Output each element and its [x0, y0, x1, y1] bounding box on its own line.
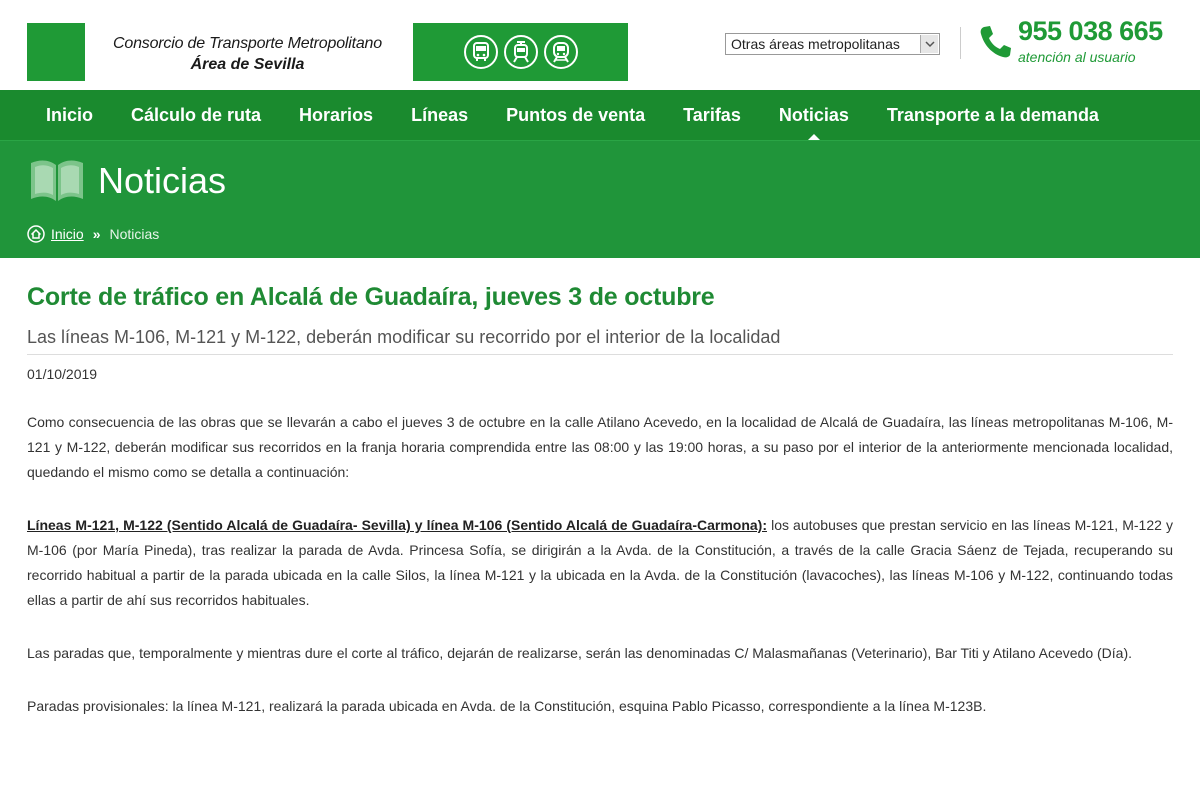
nav-item-transporte-demanda[interactable]: Transporte a la demanda — [886, 104, 1099, 125]
nav-item-calculo-ruta[interactable]: Cálculo de ruta — [131, 104, 262, 125]
bus-icon — [464, 35, 498, 69]
phone-number[interactable]: 955 038 665 — [1018, 16, 1163, 46]
article-title: Corte de tráfico en Alcalá de Guadaíra, jueves 3 de octubre — [27, 283, 715, 311]
org-name-line2: Área de Sevilla — [190, 56, 305, 73]
article-paragraph-2 — [27, 513, 1173, 613]
site-header — [0, 0, 1200, 90]
chevron-down-icon[interactable] — [920, 35, 938, 53]
article-subtitle: Las líneas M-106, M-121 y M-122, deberán modificar su recorrido por el interior de la localidad — [27, 327, 1173, 355]
article-paragraph-2-body: los autobuses que prestan servicio en las líneas M-121, M-122 y M-106 (por María Pineda), tras realizar la parada de Avda. Princesa Sofía, se dirigirán a la Avda. de la Constitución, a través de la calle Gracia Sáenz de Tejada, recuperando su recorrido habitual a partir de la parada ubicada en la calle Silos, la línea M-121 y la ubicada en la Avda. de la Constitución (lavacoches), las líneas M-106 y M-122, continuando todas ellas a partir de ahí sus recorridos habituales. — [27, 517, 1173, 608]
book-icon — [27, 155, 87, 205]
header-divider — [960, 27, 961, 59]
nav-item-lineas[interactable]: Líneas — [411, 104, 469, 125]
news-article — [27, 258, 1173, 719]
nav-item-horarios[interactable]: Horarios — [299, 104, 374, 125]
article-paragraph-1: Como consecuencia de las obras que se llevarán a cabo el jueves 3 de octubre en la calle Atilano Acevedo, en la localidad de Alcalá de Guadaíra, las líneas metropolitanas M-106, M-121 y M-122, deberán modificar sus recorridos en la franja horaria comprendida entre las 08:00 y las 19:00 horas, a su paso por el interior de la anteriormente mencionada localidad, quedando el mismo como se detalla a continuación: — [27, 414, 1173, 480]
nav-item-noticias[interactable]: Noticias — [760, 90, 868, 140]
article-paragraph-4: Paradas provisionales: la línea M-121, realizará la parada ubicada en Avda. de la Constitución, esquina Pablo Picasso, correspondiente a la línea M-123B. — [27, 698, 987, 714]
page-banner — [0, 140, 1200, 258]
transport-modes-banner[interactable] — [413, 23, 628, 81]
page-title: Noticias — [98, 160, 227, 201]
phone-icon — [975, 22, 1015, 62]
org-name-line1: Consorcio de Transporte Metropolitano — [113, 35, 382, 52]
nav-item-inicio[interactable]: Inicio — [46, 104, 94, 125]
logo-mark[interactable] — [27, 23, 85, 81]
breadcrumb — [27, 225, 159, 243]
other-areas-select-value: Otras áreas metropolitanas — [731, 36, 900, 52]
org-name[interactable] — [95, 33, 400, 75]
nav-item-puntos-venta[interactable]: Puntos de venta — [506, 104, 646, 125]
article-paragraph-3: Las paradas que, temporalmente y mientras dure el corte al tráfico, dejarán de realizarse, serán las denominadas C/ Malasmañanas (Veterinario), Bar Titi y Atilano Acevedo (Día). — [27, 645, 1133, 661]
main-nav — [0, 90, 1200, 140]
nav-item-tarifas[interactable]: Tarifas — [683, 104, 741, 125]
phone-caption: atención al usuario — [1018, 49, 1136, 65]
home-icon[interactable] — [27, 225, 45, 243]
metro-icon — [544, 35, 578, 69]
article-paragraph-2-lead: Líneas M-121, M-122 (Sentido Alcalá de Guadaíra- Sevilla) y línea M-106 (Sentido Alcalá de Guadaíra-Carmona): — [27, 517, 767, 533]
tram-icon — [504, 35, 538, 69]
breadcrumb-separator: » — [92, 226, 101, 242]
other-areas-select[interactable] — [725, 33, 940, 55]
article-date: 01/10/2019 — [27, 366, 98, 382]
breadcrumb-current: Noticias — [109, 226, 160, 242]
breadcrumb-home-link[interactable]: Inicio — [51, 226, 84, 242]
